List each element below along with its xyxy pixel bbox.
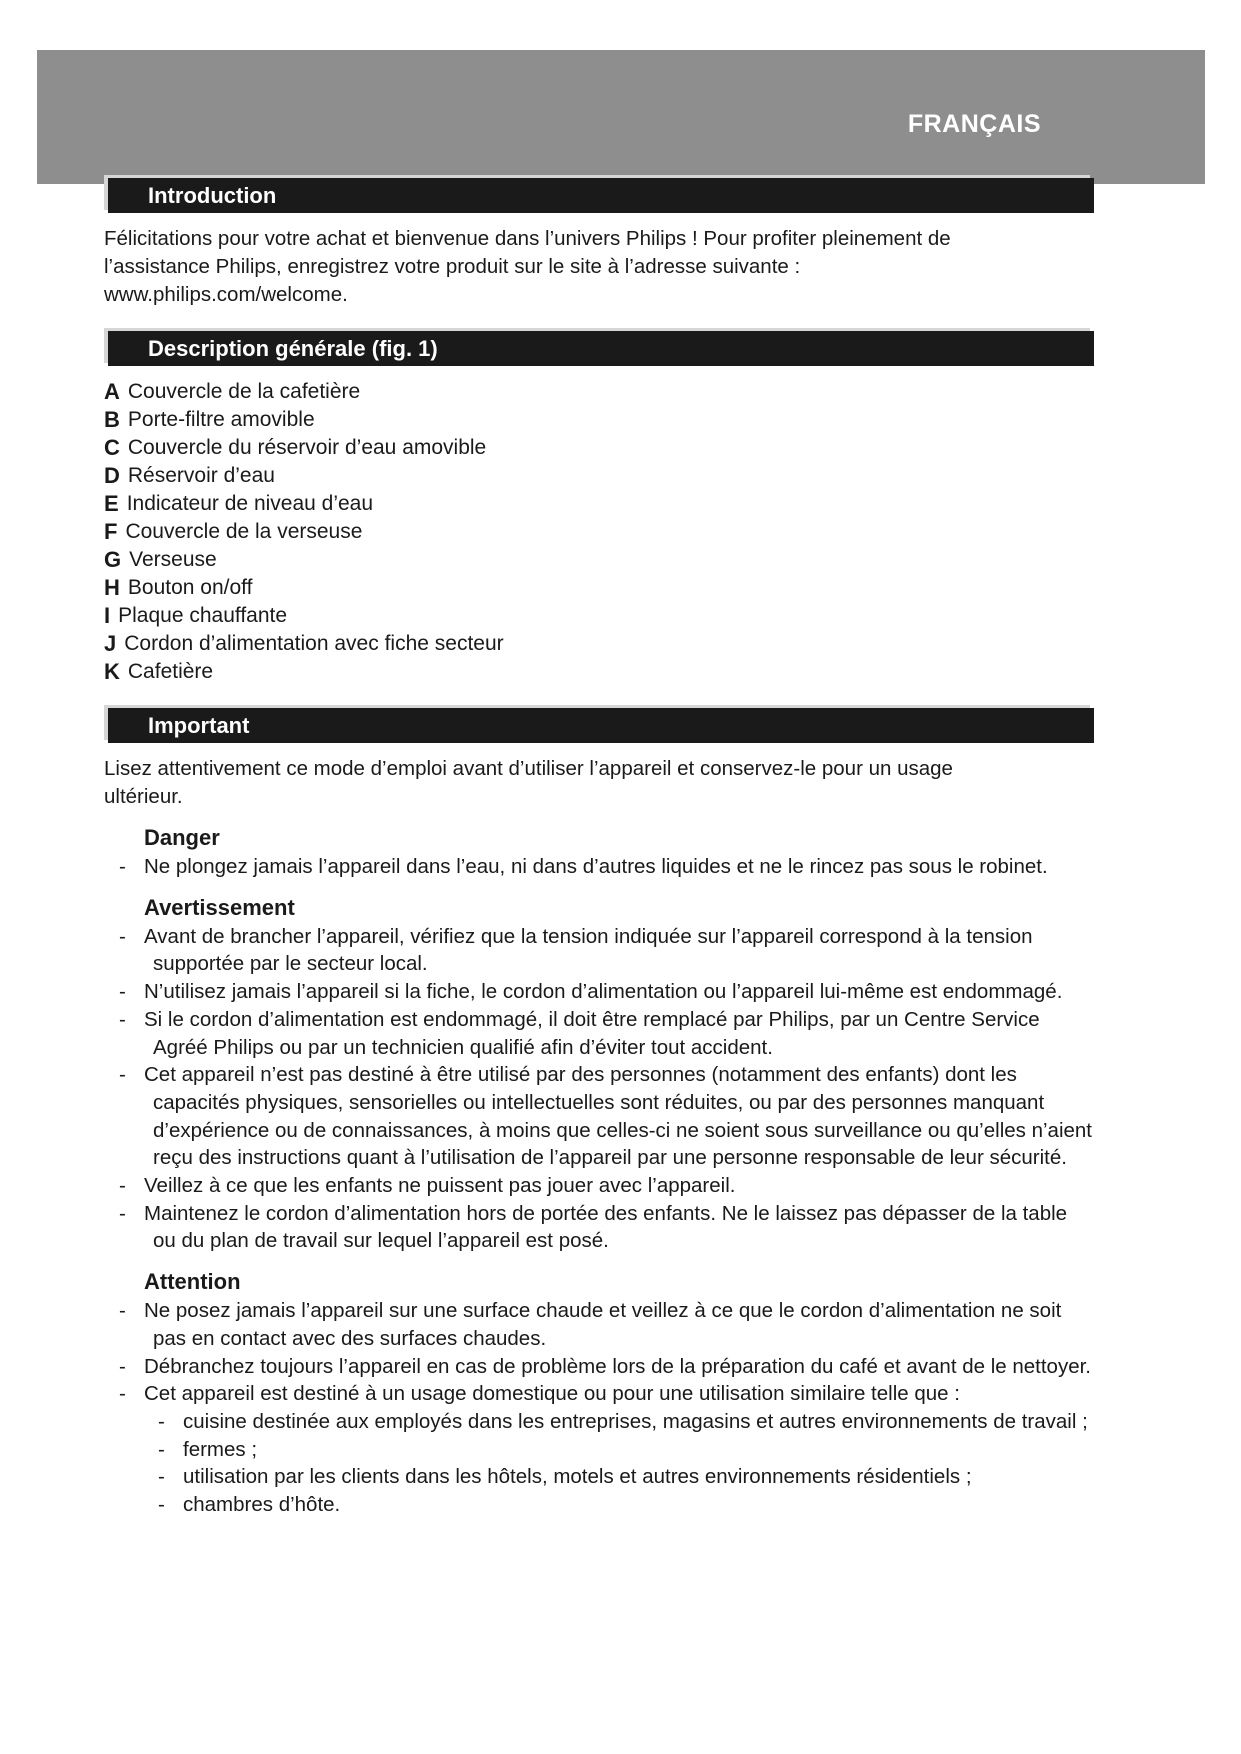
section-title-introduction: Introduction [108, 178, 1094, 213]
warning-heading: Avertissement [144, 894, 295, 920]
attention-list [104, 1297, 1094, 1408]
attention-sub-list [143, 1408, 1094, 1519]
part-label: Bouton on/off [127, 576, 253, 599]
part-label: Indicateur de niveau d’eau [126, 492, 374, 515]
section-title-description: Description générale (fig. 1) [108, 331, 1094, 366]
part-label: Couvercle du réservoir d’eau amovible [127, 436, 487, 459]
part-letter: C [104, 435, 120, 460]
important-text: Lisez attentivement ce mode d’emploi avant d’utiliser l’appareil et conservez-le pour un usage ultérieur. [104, 757, 953, 808]
part-item [104, 434, 1094, 462]
part-item [104, 518, 1094, 546]
part-label: Porte-filtre amovible [127, 408, 315, 431]
list-item: - Veillez à ce que les enfants ne puissent pas jouer avec l’appareil. [104, 1172, 1094, 1200]
part-label: Verseuse [129, 548, 217, 571]
list-item: - chambres d’hôte. [143, 1491, 1094, 1519]
list-item: - Débranchez toujours l’appareil en cas de problème lors de la préparation du café et avant de le nettoyer. [104, 1353, 1094, 1381]
list-item: - fermes ; [143, 1436, 1094, 1464]
part-label: Cordon d’alimentation avec fiche secteur [124, 632, 504, 655]
part-item [104, 546, 1094, 574]
part-item [104, 630, 1094, 658]
part-label: Couvercle de la cafetière [127, 380, 361, 403]
part-item [104, 602, 1094, 630]
part-item [104, 658, 1094, 686]
part-item [104, 406, 1094, 434]
part-label: Cafetière [127, 660, 214, 683]
parts-list [104, 378, 1094, 686]
part-letter: A [104, 379, 120, 404]
part-letter: F [104, 519, 118, 544]
danger-heading: Danger [144, 825, 220, 850]
section-title-important: Important [108, 708, 1094, 743]
part-label: Plaque chauffante [118, 604, 288, 627]
part-item [104, 378, 1094, 406]
part-letter: H [104, 575, 120, 600]
part-item [104, 574, 1094, 602]
document-body [104, 178, 1094, 1519]
language-label: FRANÇAIS [907, 110, 1041, 138]
part-label: Réservoir d’eau [127, 464, 275, 487]
list-item: - Cet appareil n’est pas destiné à être utilisé par des personnes (notamment des enfants) dont les capacités physiques, sensorielles ou intellectuelles sont réduites, ou par des personnes manquant d’expérience ou de connaissances, à moins que celles-ci ne soient sous surveillance ou qu’elles n’aient reçu des instructions quant à l’utilisation de l’appareil par une personne responsable de leur sécurité. [104, 1061, 1094, 1172]
part-letter: K [104, 659, 120, 684]
warning-list [104, 923, 1094, 1255]
part-letter: D [104, 463, 120, 488]
list-item: - Maintenez le cordon d’alimentation hors de portée des enfants. Ne le laissez pas dépasser de la table ou du plan de travail sur lequel l’appareil est posé. [104, 1200, 1094, 1255]
list-item: - Si le cordon d’alimentation est endommagé, il doit être remplacé par Philips, par un Centre Service Agréé Philips ou par un technicien qualifié afin d’éviter tout accident. [104, 1006, 1094, 1061]
part-letter: B [104, 407, 120, 432]
attention-heading: Attention [144, 1269, 241, 1295]
part-letter: J [104, 631, 117, 656]
list-item: - Cet appareil est destiné à un usage domestique ou pour une utilisation similaire telle que : [104, 1380, 1094, 1408]
list-item: - N’utilisez jamais l’appareil si la fiche, le cordon d’alimentation ou l’appareil lui-même est endommagé. [104, 978, 1094, 1006]
list-item: - Avant de brancher l’appareil, vérifiez que la tension indiquée sur l’appareil correspond à la tension supportée par le secteur local. [104, 923, 1094, 978]
danger-list [104, 853, 1094, 881]
list-item: - cuisine destinée aux employés dans les entreprises, magasins et autres environnements de travail ; [143, 1408, 1094, 1436]
part-letter: G [104, 547, 122, 572]
part-item [104, 462, 1094, 490]
part-letter: I [104, 603, 111, 628]
list-item: - Ne posez jamais l’appareil sur une surface chaude et veillez à ce que le cordon d’alimentation ne soit pas en contact avec des surfaces chaudes. [104, 1297, 1094, 1352]
introduction-text: Félicitations pour votre achat et bienvenue dans l’univers Philips ! Pour profiter pleinement de l’assistance Philips, enregistrez votre produit sur le site à l’adresse suivante : www.philips.com/welcome. [104, 227, 951, 306]
list-item: - utilisation par les clients dans les hôtels, motels et autres environnements résidentiels ; [143, 1463, 1094, 1491]
part-label: Couvercle de la verseuse [125, 520, 363, 543]
part-item [104, 490, 1094, 518]
part-letter: E [104, 491, 119, 516]
list-item: - Ne plongez jamais l’appareil dans l’eau, ni dans d’autres liquides et ne le rincez pas sous le robinet. [104, 853, 1094, 881]
